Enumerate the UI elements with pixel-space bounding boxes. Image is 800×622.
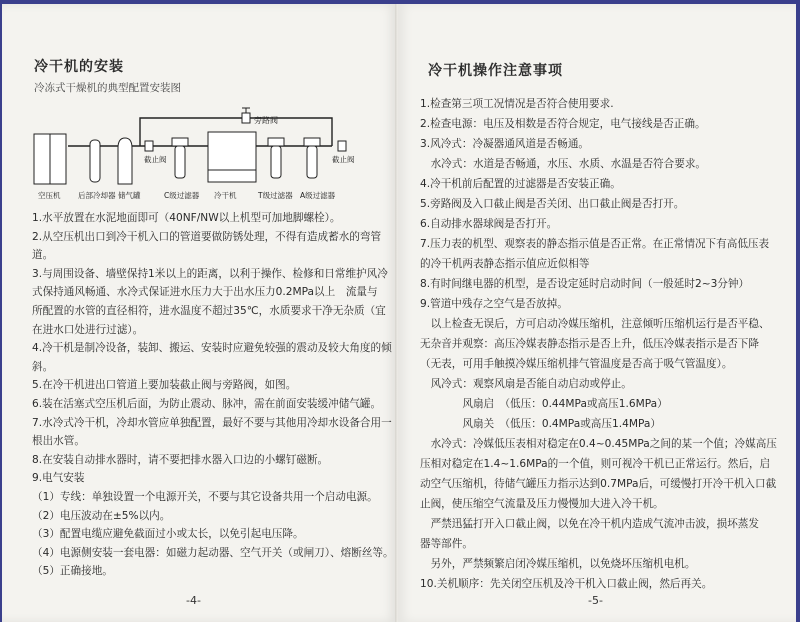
text-line: 无杂音并观察：高压冷媒表静态指示是否上升，低压冷媒表指示是否下降 (420, 338, 759, 350)
text-line: 水冷式：水道是否畅通，水压、水质、水温是否符合要求。 (420, 158, 707, 170)
text-line: （4）电源侧安装一套电器：如磁力起动器、空气开关（或闸刀）、熔断丝等。 (32, 546, 394, 559)
component-label: T级过滤器 (258, 191, 293, 200)
left-page (2, 4, 398, 622)
text-line: 在进水口处进行过滤）。 (32, 323, 144, 336)
text-line: 另外，严禁频繁启闭冷媒压缩机，以免烧坏压缩机电机。 (420, 558, 696, 570)
text-line: 10.关机顺序：先关闭空压机及冷干机入口截止阀，然后再关。 (420, 578, 713, 590)
text-line: 6.自动排水器球阀是否打开。 (420, 218, 558, 230)
text-line: （1）专线：单独设置一个电源开关，不要与其它设备共用一个启动电源。 (32, 491, 378, 503)
receiver-tank-icon (118, 138, 132, 184)
text-line: 水冷式：冷媒低压表相对稳定在0.4~0.45MPa之间的某一个值；冷媒高压 (420, 438, 777, 450)
page-subtitle: 冷冻式干燥机的典型配置安装图 (34, 82, 181, 94)
installation-diagram (32, 102, 362, 202)
text-line: 严禁迅猛打开入口截止阀，以免在冷干机内造成气流冲击波，损坏蒸发 (420, 518, 759, 530)
inlet-valve-label: 截止阀 (144, 155, 167, 164)
text-line: 4.冷干机是制冷设备，装卸、搬运、安装时应避免较强的震动及较大角度的倾 (32, 342, 392, 355)
text-line: 压相对稳定在1.4~1.6MPa的一个值，则可视冷干机已正常运行。然后，启 (420, 458, 771, 470)
page-number: -5- (588, 594, 603, 607)
text-line: 5.在冷干机进出口管道上要加装截止阀与旁路阀，如图。 (32, 379, 297, 392)
text-line: 1.水平放置在水泥地面即可（40NF/NW以上机型可加地脚螺栓）。 (32, 212, 341, 224)
text-line: 根出水管。 (32, 435, 85, 448)
inlet-valve-icon (145, 141, 153, 151)
aftercooler-icon (90, 140, 100, 182)
text-line: 8.有时间继电器的机型，是否设定延时启动时间（一般延时2~3分钟） (420, 278, 750, 290)
text-line: 3.与周围设备、墙壁保持1米以上的距离，以利于操作、检修和日常维护风冷 (32, 267, 388, 280)
t-filter-icon (271, 146, 281, 178)
bypass-valve-label: 旁路阀 (254, 116, 278, 125)
text-line: 风冷式：观察风扇是否能自动启动或停止。 (420, 378, 632, 390)
text-line: 9.电气安装 (32, 472, 85, 485)
page-number: -4- (186, 594, 201, 607)
component-label: 空压机 (38, 191, 61, 200)
bypass-valve-icon (242, 113, 250, 123)
text-line: 4.冷干机前后配置的过滤器是否安装正确。 (420, 178, 621, 190)
text-line: 所配置的水管的直径相符，进水温度不超过35℃，水质要求干净无杂质（宜 (32, 305, 386, 317)
text-line: 2.检查电源：电压及相数是否符合规定，电气接线是否正确。 (420, 118, 706, 130)
text-line: 2.从空压机出口到冷干机入口的管道要做防锈处理，不得有造成蓄水的弯管 (32, 230, 382, 243)
a-filter-icon (307, 146, 317, 178)
dryer-icon (208, 132, 256, 182)
outlet-valve-icon (338, 141, 346, 151)
text-line: 5.旁路阀及入口截止阀是否关闭、出口截止阀是否打开。 (420, 198, 685, 210)
c-filter-icon (175, 146, 185, 178)
text-line: 式保持通风畅通、水冷式保证进水压力大于出水压力0.2MPa以上 流量与 (32, 286, 378, 299)
text-line: 器等部件。 (420, 538, 473, 550)
text-line: 风扇关 （低压：0.4MPa或高压1.4MPa） (420, 418, 661, 430)
text-line: 6.装在活塞式空压机后面，为防止震动、脉冲，需在前面安装缓冲储气罐。 (32, 398, 382, 410)
component-label: 储气罐 (118, 191, 141, 200)
text-line: 9.管道中残存之空气是否放掉。 (420, 298, 568, 310)
component-label: A级过滤器 (300, 191, 336, 200)
text-line: 风扇启 （低压：0.44MPa或高压1.6MPa） (420, 398, 668, 410)
text-line: （无表，可用手触摸冷媒压缩机排气管温度是否高于吸气管温度）。 (420, 358, 733, 370)
text-line: 7.压力表的机型、观察表的静态指示值是否正常。在正常情况下有高低压表 (420, 238, 770, 250)
component-label: 冷干机 (214, 191, 237, 200)
text-line: 3.风冷式：冷凝器通风道是否畅通。 (420, 138, 590, 150)
page-title: 冷干机操作注意事项 (428, 63, 563, 79)
outlet-valve-label: 截止阀 (332, 155, 355, 164)
right-page (398, 4, 796, 622)
text-line: 动空气压缩机，待储气罐压力指示达到0.7MPa后，可缓慢打开冷干机入口截 (420, 478, 777, 490)
text-line: 道。 (32, 249, 54, 262)
text-line: 止阀，使压缩空气流量及压力慢慢加大进入冷干机。 (420, 498, 664, 510)
text-line: 以上检查无误后，方可启动冷媒压缩机，注意倾听压缩机运行是否平稳、 (420, 318, 770, 330)
text-line: （2）电压波动在±5%以内。 (32, 509, 171, 522)
text-line: 的冷干机两表静态指示值应近似相等 (420, 258, 590, 270)
page-title: 冷干机的安装 (34, 59, 124, 75)
component-label: C级过滤器 (164, 191, 200, 200)
component-label: 后部冷却器 (78, 191, 116, 200)
text-line: 8.在安装自动排水器时，请不要把排水器入口边的小螺钉磁断。 (32, 453, 329, 466)
text-line: 1.检查第三项工况情况是否符合使用要求. (420, 98, 614, 110)
text-line: 斜。 (32, 360, 54, 373)
text-line: （3）配置电缆应避免截面过小或太长，以免引起电压降。 (32, 528, 304, 541)
text-line: 7.水冷式冷干机，冷却水管应单独配置，最好不要与其他用冷却水设备合用一 (32, 416, 392, 429)
text-line: （5）正确接地。 (32, 565, 113, 578)
